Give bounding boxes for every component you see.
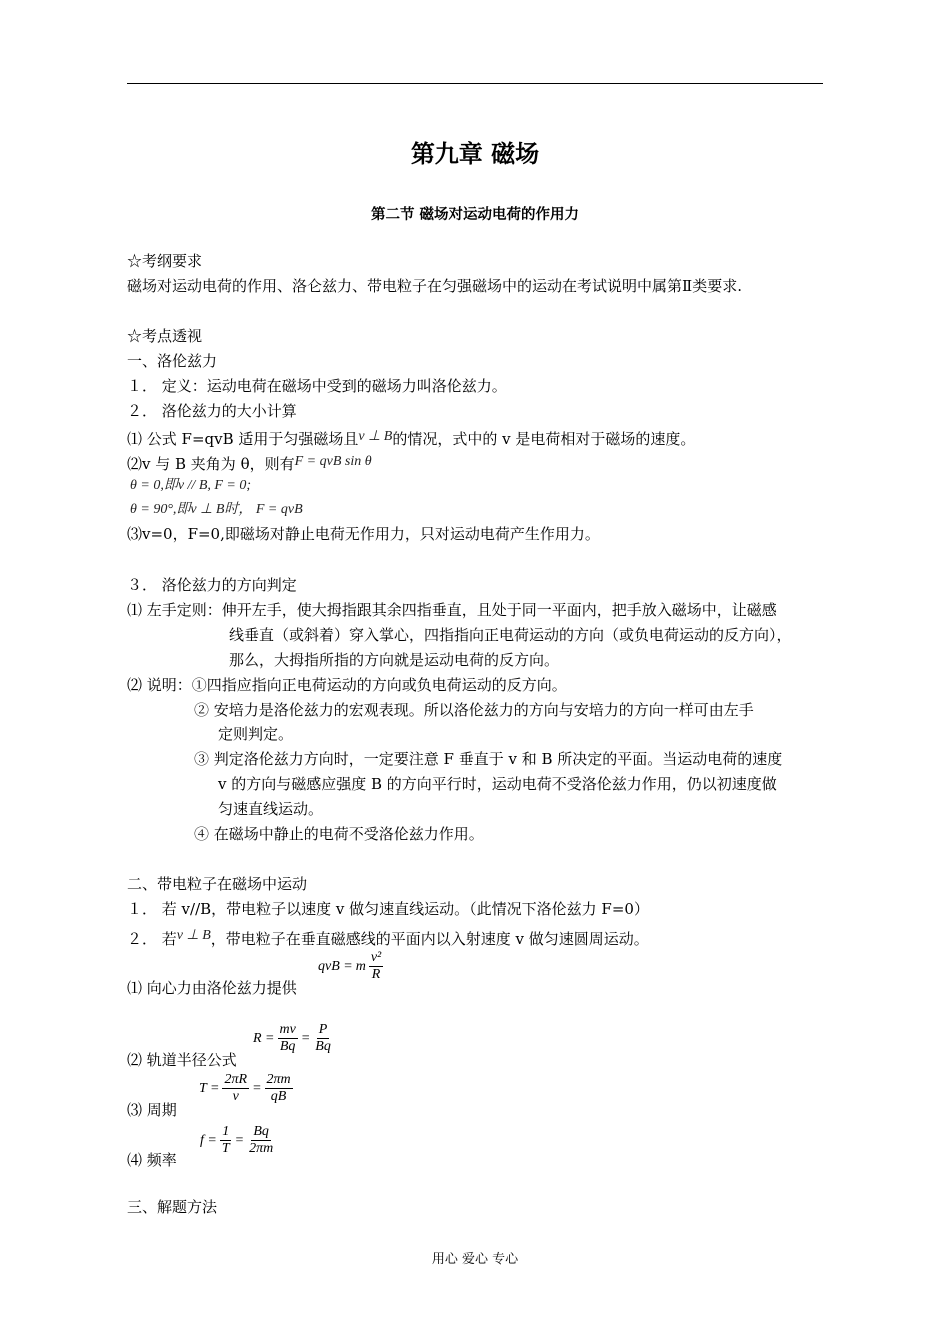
formula4-equals: =: [234, 1132, 245, 1148]
formula1-numerator: v²: [370, 950, 382, 965]
formula4-den1: T: [221, 1141, 230, 1156]
formula2-lhs: R =: [253, 1030, 275, 1046]
formula2-fraction1: [278, 1022, 298, 1055]
formula3-den1: v: [232, 1089, 239, 1104]
formula3-label: ⑶ 周期: [127, 1101, 177, 1119]
formula3-den2: qB: [270, 1089, 287, 1104]
header-rule: [127, 83, 823, 84]
formula1-centripetal: [318, 950, 383, 983]
formula1-fraction: [369, 950, 383, 983]
formula1-label: ⑴ 向心力由洛伦兹力提供: [127, 979, 297, 997]
part1-item3: ３． 洛伦兹力的方向判定: [127, 576, 297, 594]
formula2-num1: mv: [279, 1022, 296, 1037]
formula3-fraction2: [265, 1072, 293, 1105]
point1-text-a: ⑴ 公式 F=qvB 适用于匀强磁场且: [127, 430, 359, 448]
part2-item2-math: v ⊥ B: [176, 928, 211, 943]
formula4-num1: 1: [222, 1124, 230, 1139]
note-3-line3: 匀速直线运动。: [218, 800, 324, 818]
formula2-label: ⑵ 轨道半径公式: [127, 1051, 237, 1069]
note-3-line1: ③ 判定洛伦兹力方向时，一定要注意 F 垂直于 v 和 B 所决定的平面。当运动电荷的速度: [194, 750, 783, 768]
part1-point1: [127, 427, 695, 449]
formula3-fraction1: [222, 1072, 249, 1105]
formula3-num2: 2πm: [266, 1072, 291, 1087]
formula-theta-ninety: θ = 90°,即v ⊥ B时， F = qvB: [130, 502, 303, 517]
left-hand-rule-line3: 那么，大拇指所指的方向就是运动电荷的反方向。: [229, 651, 560, 669]
note-1: ⑵ 说明：①四指应指向正电荷运动的方向或负电荷运动的反方向。: [127, 676, 567, 694]
formula2-equals: =: [300, 1030, 311, 1046]
point2-math: F = qvB sin θ: [294, 454, 372, 469]
part1-heading: 一、洛伦兹力: [127, 352, 218, 370]
formula3-num1: 2πR: [224, 1072, 248, 1087]
formula4-lhs: f =: [200, 1132, 217, 1148]
formula2-num2: P: [318, 1022, 328, 1037]
part2-item2: [127, 926, 649, 949]
part1-item2: ２． 洛伦兹力的大小计算: [127, 402, 297, 420]
formula1-lhs: qvB =: [318, 958, 353, 974]
formula4-frequency: [200, 1124, 275, 1157]
formula4-label: ⑷ 频率: [127, 1151, 177, 1169]
formula4-fraction1: [220, 1124, 232, 1157]
formula4-num2: Bq: [253, 1124, 269, 1139]
syllabus-text: 磁场对运动电荷的作用、洛仑兹力、带电粒子在匀强磁场中的运动在考试说明中属第Ⅱ类要求.: [127, 277, 742, 295]
formula2-den1: Bq: [279, 1039, 296, 1054]
chapter-title: 第九章 磁场: [410, 140, 540, 168]
syllabus-heading: ☆考纲要求: [127, 252, 203, 270]
note-3-line2: v 的方向与磁感应强度 B 的方向平行时，运动电荷不受洛伦兹力作用，仍以初速度做: [218, 775, 777, 793]
part1-point2: [127, 452, 372, 474]
formula1-mass: m: [355, 958, 366, 974]
section-title: 第二节 磁场对运动电荷的作用力: [370, 207, 580, 223]
formula3-equals: =: [252, 1080, 262, 1096]
part2-heading: 二、带电粒子在磁场中运动: [127, 875, 308, 893]
point2-text: ⑵v 与 B 夹角为 θ，则有: [127, 455, 295, 473]
formula2-radius: [253, 1022, 333, 1055]
part2-item2-text-b: ，带电粒子在垂直磁感线的平面内以入射速度 v 做匀速圆周运动。: [210, 930, 649, 948]
formula2-den2: Bq: [315, 1039, 331, 1054]
point1-text-b: 的情况，式中的 v 是电荷相对于磁场的速度。: [392, 430, 696, 448]
formula3-period: [199, 1072, 293, 1105]
left-hand-rule-line1: ⑴ 左手定则：伸开左手，使大拇指跟其余四指垂直，且处于同一平面内，把手放入磁场中，让磁感: [127, 601, 777, 619]
note-2-line1: ② 安培力是洛伦兹力的宏观表现。所以洛伦兹力的方向与安培力的方向一样可由左手: [194, 701, 754, 719]
left-hand-rule-line2: 线垂直（或斜着）穿入掌心，四指指向正电荷运动的方向（或负电荷运动的反方向），: [229, 626, 792, 644]
formula3-lhs: T =: [199, 1080, 220, 1096]
note-2-line2: 定则判定。: [218, 725, 294, 743]
note-4: ④ 在磁场中静止的电荷不受洛伦兹力作用。: [194, 825, 484, 843]
formula4-fraction2: [247, 1124, 275, 1157]
points-heading: ☆考点透视: [127, 327, 203, 345]
page-footer: 用心 爱心 专心: [431, 1252, 519, 1267]
formula2-fraction2: [313, 1022, 333, 1055]
formula1-denominator: R: [371, 967, 381, 982]
point1-math: v ⊥ B: [358, 429, 393, 444]
part1-point3: ⑶v=0，F=0,即磁场对静止电荷无作用力，只对运动电荷产生作用力。: [127, 525, 600, 543]
part2-item2-text-a: ２． 若: [127, 930, 177, 948]
part1-item1: １． 定义：运动电荷在磁场中受到的磁场力叫洛伦兹力。: [127, 377, 507, 395]
formula4-den2: 2πm: [249, 1141, 274, 1156]
formula-theta-zero: θ = 0,即v // B, F = 0;: [130, 478, 252, 493]
part2-item1: １． 若 v//B，带电粒子以速度 v 做匀速直线运动。（此情况下洛伦兹力 F=0）: [127, 900, 649, 918]
part3-heading: 三、解题方法: [127, 1198, 218, 1216]
